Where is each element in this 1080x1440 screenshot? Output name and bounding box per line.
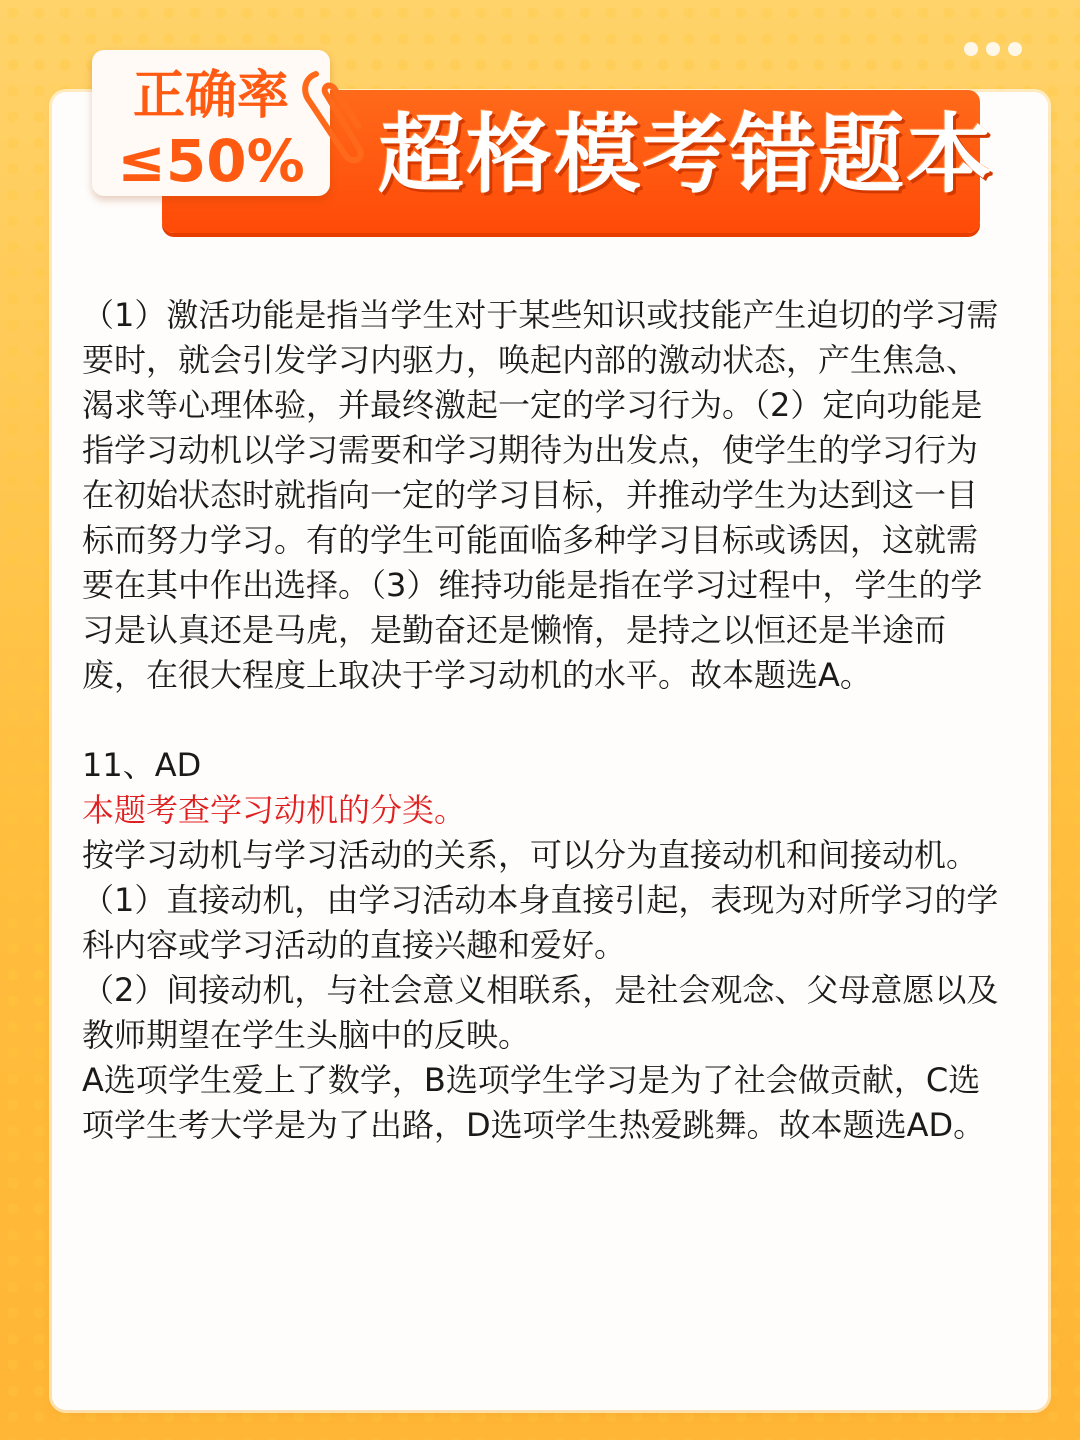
topic-highlight: 本题考查学习动机的分类。 [82,791,467,829]
badge-label: 正确率 [132,66,289,126]
badge-value: ≤50% [117,127,305,195]
explanation-body [82,293,1002,1148]
explanation-paragraph: A选项学生爱上了数学，B选项学生学习是为了社会做贡献，C选项学生考大学是为了出路，D选项学生热爱跳舞。故本题选AD。 [82,1061,986,1144]
accuracy-badge [92,50,330,196]
more-options-icon[interactable] [964,42,1022,56]
explanation-paragraph: （1）激活功能是指当学生对于某些知识或技能产生迫切的学习需要时，就会引发学习内驱力，唤起内部的激动状态，产生焦急、渴求等心理体验，并最终激起一定的学习行为。（2）定向功能是指学习动机以学习需要和学习期待为出发点，使学生的学习行为在初始状态时就指向一定的学习目标，并推动学生为达到这一目标而努力学习。有的学生可能面临多种学习目标或诱因，这就需要在其中作出选择。（3）维持功能是指在学习过程中，学生的学习是认真还是马虎，是勤奋还是懒惰，是持之以恒还是半途而废，在很大程度上取决于学习动机的水平。故本题选A。 [82,296,999,694]
page-title: 超格模考错题本 [378,105,994,205]
answer-title: 11、AD [82,746,202,784]
explanation-paragraph: （1）直接动机，由学习活动本身直接引起，表现为对所学习的学科内容或学习活动的直接兴趣和爱好。 [82,881,999,964]
paperclip-icon [296,64,368,168]
explanation-paragraph: （2）间接动机，与社会意义相联系，是社会观念、父母意愿以及教师期望在学生头脑中的反映。 [82,971,999,1054]
explanation-paragraph: 按学习动机与学习活动的关系，可以分为直接动机和间接动机。 [82,836,979,874]
